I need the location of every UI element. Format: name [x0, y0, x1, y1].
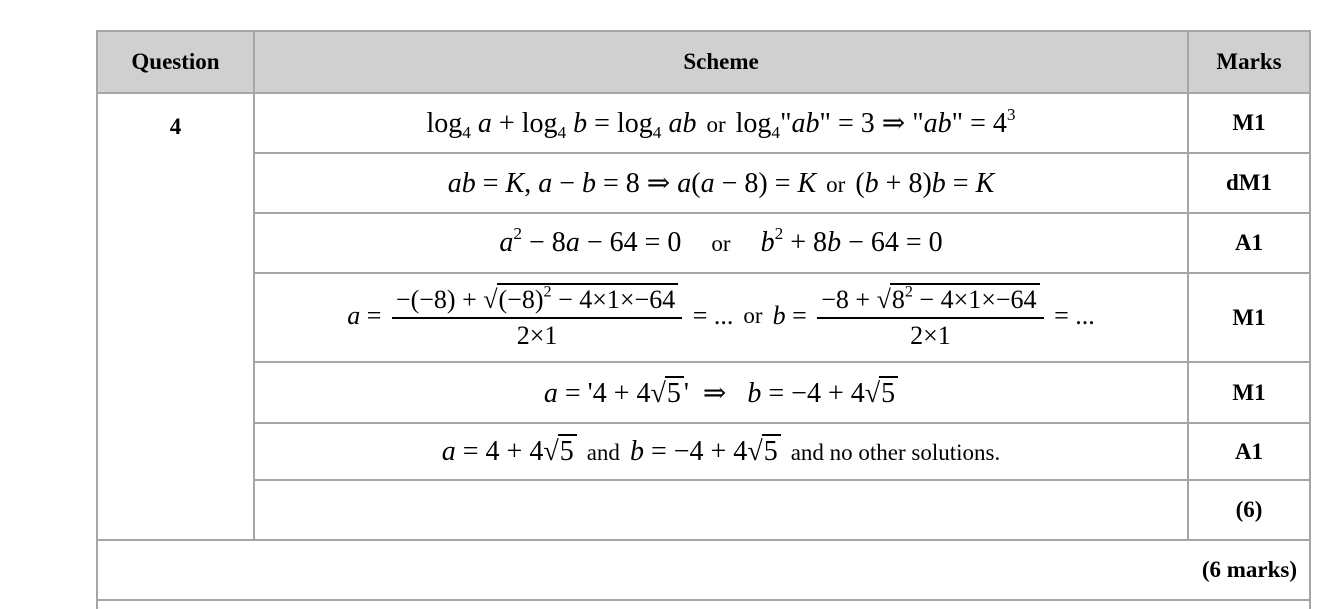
- scheme-line-7-empty: [254, 480, 1188, 540]
- continuation-row: [97, 600, 1310, 609]
- scheme-row-2: [97, 153, 1310, 213]
- quadratic-formula-a: $\frac{-(-8) + √(-8)^2 - 4\times 1\times-64}{2\times 1}$: [392, 285, 682, 351]
- scheme-row-5: [97, 362, 1310, 423]
- header-question: Question: [97, 31, 254, 93]
- mark-1: M1: [1188, 93, 1310, 153]
- table-continuation: [97, 600, 1310, 609]
- scheme-line-1: $\log_4 a + \log_4 b = \log_4$ ab or $\log_4"ab$" = 3 ⇒ "ab" = $4^3$: [254, 93, 1188, 153]
- mark-2: dM1: [1188, 153, 1310, 213]
- scheme-line-2: ab = K, a − b = 8 ⇒ a(a − 8) = K or (b + 8)b = K: [254, 153, 1188, 213]
- total-marks: (6 marks): [97, 540, 1310, 600]
- scheme-row-1: [97, 93, 1310, 153]
- scheme-row-7: [97, 480, 1310, 540]
- scheme-line-5: a = '4 + 4√5 ' ⇒ b = −4 + 4√5: [254, 362, 1188, 423]
- mark-subtotal: (6): [1188, 480, 1310, 540]
- scheme-row-6: [97, 423, 1310, 480]
- mark-3: A1: [1188, 213, 1310, 273]
- scheme-row-4: [97, 273, 1310, 362]
- header-row: [97, 31, 1310, 93]
- mark-scheme-table: [96, 30, 1311, 609]
- header-marks: Marks: [1188, 31, 1310, 93]
- quadratic-formula-b: $\frac{-8 + √8^2 - 4\times 1\times-64}{2\times 1}$: [817, 285, 1043, 351]
- scheme-row-3: [97, 213, 1310, 273]
- scheme-line-3: $a^2 - 8a - 64 = 0$ or $b^2 + 8b - 64 = 0$: [254, 213, 1188, 273]
- scheme-line-6: a = 4 + 4√5 and b = −4 + 4√5 and no other solutions.: [254, 423, 1188, 480]
- mark-5: M1: [1188, 362, 1310, 423]
- total-row: [97, 540, 1310, 600]
- header-scheme: Scheme: [254, 31, 1188, 93]
- question-number: 4: [97, 93, 254, 540]
- mark-6: A1: [1188, 423, 1310, 480]
- scheme-line-4: a = $\frac{-(-8) + √(-8)^2 - 4\times 1\times-64}{2\times 1}$ = ... or b = $\frac{-8 + √8^2 - 4\times 1\times-64}{2\times 1}$ = ...: [254, 273, 1188, 362]
- mark-4: M1: [1188, 273, 1310, 362]
